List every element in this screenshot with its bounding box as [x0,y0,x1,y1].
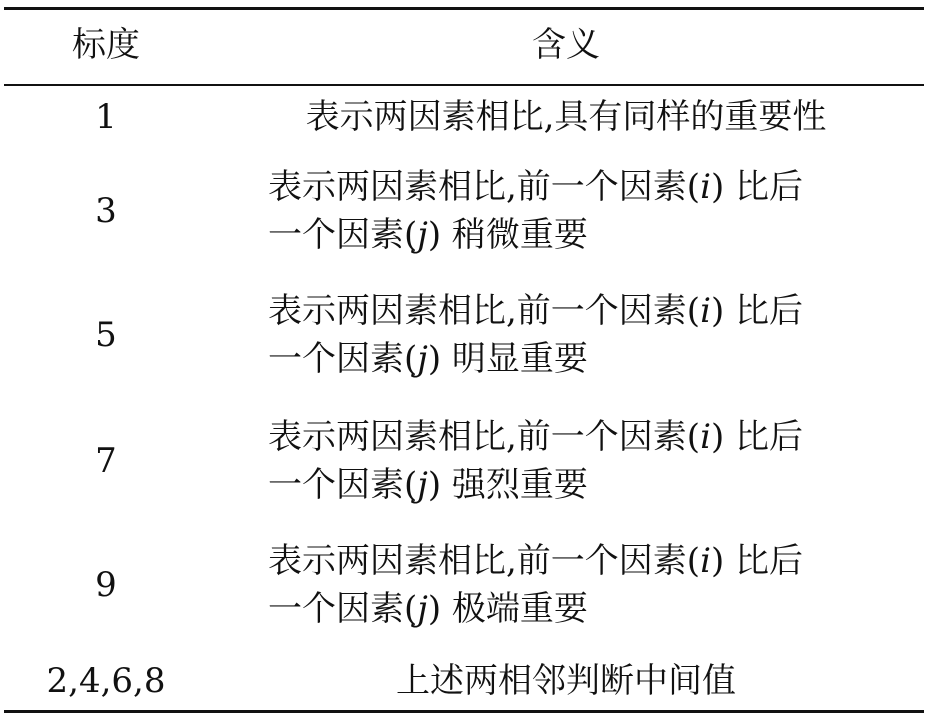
row-5-meaning-line-1: 表示两因素相比,前一个因素(i) 比后 [268,291,804,331]
row-7-meaning-line-1: 表示两因素相比,前一个因素(i) 比后 [268,417,804,457]
row-3-meaning-line-1: 表示两因素相比,前一个因素(i) 比后 [268,167,804,207]
row-5-meaning [268,287,868,383]
row-3-meaning [268,163,868,259]
row-5-scale: 5 [95,315,117,355]
header-meaning: 含义 [532,25,600,65]
row-9-meaning-line-2: 一个因素(j) 极端重要 [268,589,588,629]
top-rule [4,7,924,10]
row-9-meaning [268,537,868,633]
row-3-meaning-line-2: 一个因素(j) 稍微重要 [268,215,588,255]
row-7-meaning-line-2: 一个因素(j) 强烈重要 [268,465,588,505]
row-3-scale: 3 [95,191,117,231]
header-rule [4,84,924,86]
row-even-scale: 2,4,6,8 [46,661,166,701]
bottom-rule [4,710,924,713]
row-1-scale: 1 [95,97,117,137]
row-9-meaning-line-1: 表示两因素相比,前一个因素(i) 比后 [268,541,804,581]
row-9-scale: 9 [95,565,117,605]
header-scale: 标度 [72,25,140,65]
row-7-meaning [268,413,868,509]
row-5-meaning-line-2: 一个因素(j) 明显重要 [268,339,588,379]
row-7-scale: 7 [95,441,117,481]
row-even-meaning: 上述两相邻判断中间值 [396,661,736,701]
row-1-meaning: 表示两因素相比,具有同样的重要性 [305,97,827,137]
